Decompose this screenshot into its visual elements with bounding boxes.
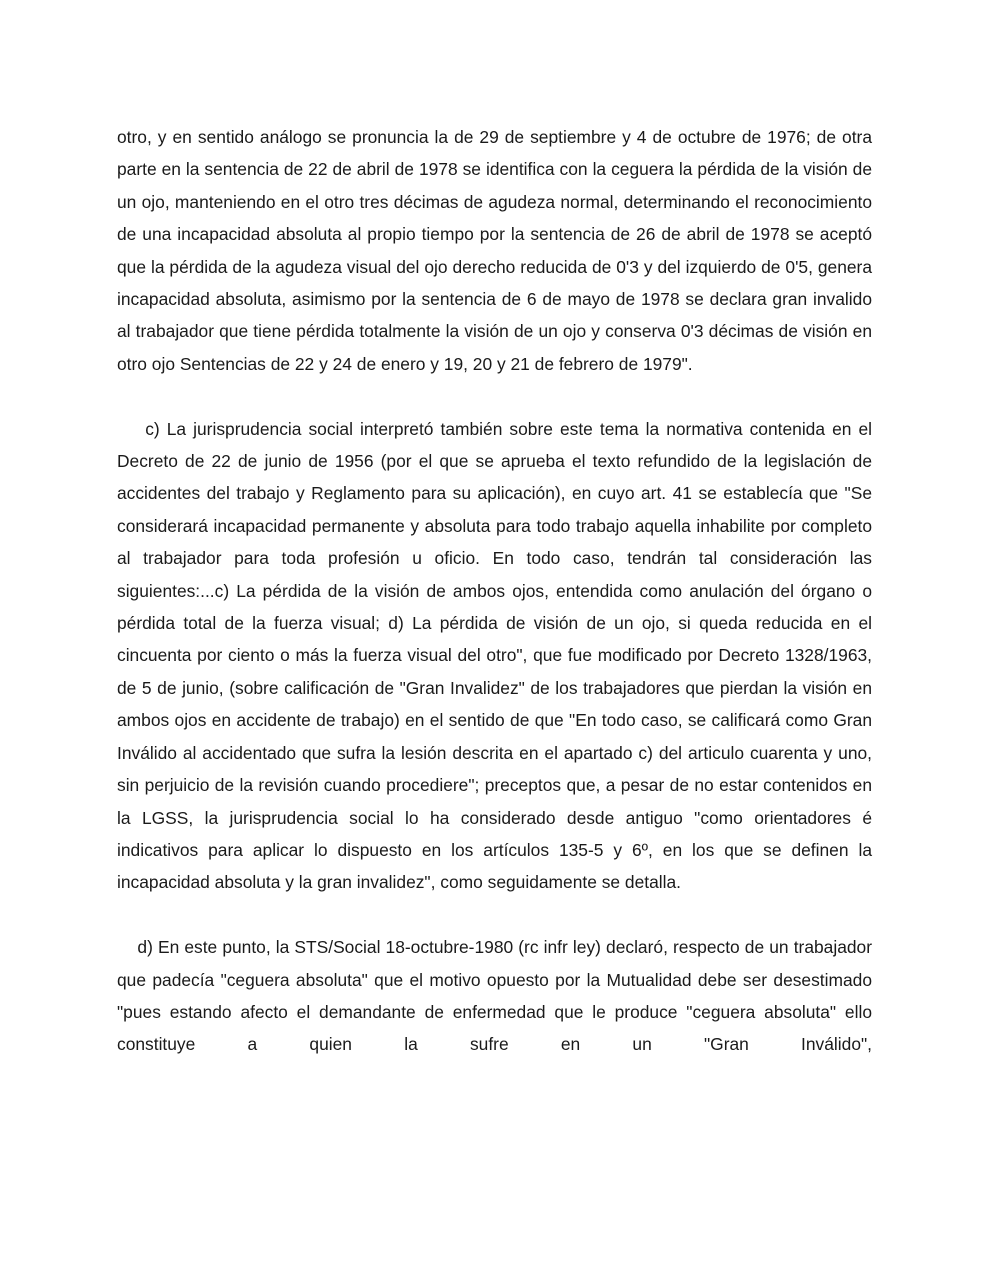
paragraph-d: d) En este punto, la STS/Social 18-octubre-1980 (rc infr ley) declaró, respecto de un trabajador que padecía "ceguera absoluta" que el motivo opuesto por la Mutualidad debe ser desestimado "pues estando afecto el demandante de enfermedad que le produce "ceguera absoluta" ello constituye a quien la sufre en un "Gran Inválido", <box>117 937 877 1055</box>
paragraph-continuation: otro, y en sentido análogo se pronuncia la de 29 de septiembre y 4 de octubre de 1976; de otra parte en la sentencia de 22 de abril de 1978 se identifica con la ceguera la pérdida de la visión de un ojo, manteniendo en el otro tres décimas de agudeza normal, determinando el reconocimiento de una incapacidad absoluta al propio tiempo por la sentencia de 26 de abril de 1978 se aceptó que la pérdida de la agudeza visual del ojo derecho reducida de 0'3 y del izquierdo de 0'5, genera incapacidad absoluta, asimismo por la sentencia de 6 de mayo de 1978 se declara gran invalido al trabajador que tiene pérdida totalmente la visión de un ojo y conserva 0'3 décimas de visión en otro ojo Sentencias de 22 y 24 de enero y 19, 20 y 21 de febrero de 1979". <box>117 127 872 374</box>
document-body <box>117 121 877 1061</box>
paragraph-c: c) La jurisprudencia social interpretó también sobre este tema la normativa contenida en el Decreto de 22 de junio de 1956 (por el que se aprueba el texto refundido de la legislación de accidentes del trabajo y Reglamento para su aplicación), en cuyo art. 41 se establecía que "Se considerará incapacidad permanente y absoluta para todo trabajo aquella inhabilite por completo al trabajador para toda profesión u oficio. En todo caso, tendrán tal consideración las siguientes:...c) La pérdida de la visión de ambos ojos, entendida como anulación del órgano o pérdida total de la fuerza visual; d) La pérdida de visión de un ojo, si queda reducida en el cincuenta por ciento o más la fuerza visual del otro", que fue modificado por Decreto 1328/1963, de 5 de junio, (sobre calificación de "Gran Invalidez" de los trabajadores que pierdan la visión en ambos ojos en accidente de trabajo) en el sentido de que "En todo caso, se calificará como Gran Inválido al accidentado que sufra la lesión descrita en el apartado c) del articulo cuarenta y uno, sin perjuicio de la revisión cuando procediere"; preceptos que, a pesar de no estar contenidos en la LGSS, la jurisprudencia social lo ha considerado desde antiguo "como orientadores é indicativos para aplicar lo dispuesto en los artículos 135-5 y 6º, en los que se definen la incapacidad absoluta y la gran invalidez", como seguidamente se detalla. <box>117 418 877 893</box>
